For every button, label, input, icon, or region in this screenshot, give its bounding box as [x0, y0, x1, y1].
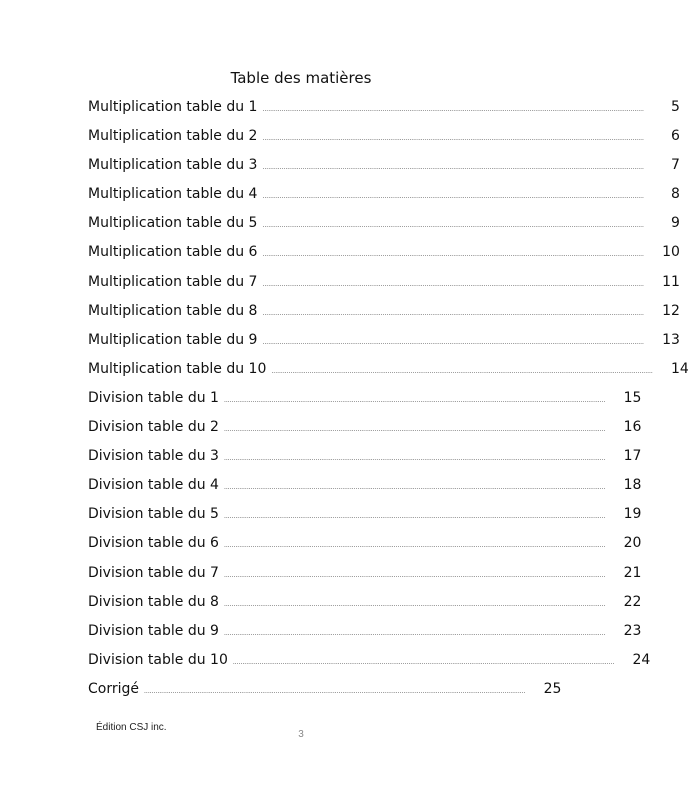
- toc-entry-label: Multiplication table du 3: [88, 157, 258, 174]
- toc-entry: [88, 242, 680, 271]
- footer-publisher: Édition CSJ inc.: [96, 722, 167, 733]
- toc-entry-label: Division table du 10: [88, 651, 228, 668]
- toc-entry-label: Multiplication table du 7: [88, 273, 258, 290]
- toc-entry-label: Multiplication table du 10: [88, 360, 267, 377]
- toc-entry-label: Division table du 4: [88, 477, 219, 494]
- toc-dot-leader: ........................................................................................................................................................................................................: [144, 687, 526, 695]
- toc-entry-page: 8: [671, 186, 680, 203]
- toc-entry-page: 17: [623, 448, 642, 465]
- toc-entry: [88, 563, 642, 592]
- toc-dot-leader: ........................................................................................................................................................................................................: [262, 338, 644, 346]
- toc-entry-page: 21: [623, 564, 642, 581]
- toc-entry: [88, 155, 680, 184]
- toc-entry: [88, 301, 680, 330]
- toc-entry-page: 25: [543, 680, 562, 697]
- toc-entry: [88, 184, 680, 213]
- toc-dot-leader: ........................................................................................................................................................................................................: [262, 193, 644, 201]
- toc-entry-label: Multiplication table du 4: [88, 186, 258, 203]
- toc-dot-leader: ........................................................................................................................................................................................................: [223, 455, 606, 463]
- toc-dot-leader: ........................................................................................................................................................................................................: [223, 571, 606, 579]
- toc-dot-leader: ........................................................................................................................................................................................................: [223, 542, 606, 550]
- toc-dot-leader: ........................................................................................................................................................................................................: [262, 222, 644, 230]
- toc-entry-label: Division table du 7: [88, 564, 219, 581]
- toc-entry: [88, 126, 680, 155]
- toc-entry-page: 22: [623, 593, 642, 610]
- toc-dot-leader: ........................................................................................................................................................................................................: [262, 164, 644, 172]
- toc-entry-page: 23: [623, 622, 642, 639]
- toc-entry-label: Division table du 2: [88, 419, 219, 436]
- toc-entry: [88, 504, 642, 533]
- toc-entry: [88, 330, 680, 359]
- toc-entry-page: 10: [662, 244, 680, 261]
- toc-entry-page: 19: [623, 506, 642, 523]
- toc-entry-page: 5: [671, 99, 680, 115]
- toc-entry: [88, 272, 680, 301]
- toc-entry-page: 13: [662, 331, 680, 348]
- toc-entry-label: Division table du 3: [88, 448, 219, 465]
- toc-entry-label: Multiplication table du 5: [88, 215, 258, 232]
- toc-entry-page: 14: [671, 360, 689, 377]
- toc-entry: [88, 213, 680, 242]
- toc-entry-page: 15: [623, 389, 642, 406]
- toc-entry-page: 9: [671, 215, 680, 232]
- toc-entry-page: 24: [632, 651, 651, 668]
- toc-entry: [88, 97, 680, 126]
- toc-dot-leader: ........................................................................................................................................................................................................: [271, 367, 653, 375]
- toc-dot-leader: ........................................................................................................................................................................................................: [223, 513, 606, 521]
- toc-entry: [88, 359, 689, 388]
- toc-entry-label: Division table du 5: [88, 506, 219, 523]
- toc-entry-label: Multiplication table du 9: [88, 331, 258, 348]
- toc-entry-page: 16: [623, 419, 642, 436]
- toc-entry-label: Corrigé: [88, 680, 139, 697]
- toc-dot-leader: ........................................................................................................................................................................................................: [262, 106, 644, 113]
- toc-dot-leader: ........................................................................................................................................................................................................: [262, 135, 644, 143]
- toc-entry-page: 7: [671, 157, 680, 174]
- toc-entry-label: Division table du 8: [88, 593, 219, 610]
- toc-entry-label: Division table du 1: [88, 389, 219, 406]
- toc-list: [88, 97, 689, 708]
- toc-entry-label: Division table du 6: [88, 535, 219, 552]
- toc-entry: [88, 475, 642, 504]
- toc-entry-label: Division table du 9: [88, 622, 219, 639]
- toc-dot-leader: ........................................................................................................................................................................................................: [262, 280, 644, 288]
- toc-entry-page: 6: [671, 128, 680, 145]
- toc-dot-leader: ........................................................................................................................................................................................................: [223, 600, 606, 608]
- toc-dot-leader: ........................................................................................................................................................................................................: [262, 251, 644, 259]
- toc-entry-label: Multiplication table du 8: [88, 302, 258, 319]
- toc-dot-leader: ........................................................................................................................................................................................................: [223, 484, 606, 492]
- footer-page-number: 3: [298, 729, 304, 740]
- toc-dot-leader: ........................................................................................................................................................................................................: [223, 396, 606, 404]
- toc-entry: [88, 592, 642, 621]
- toc-entry: [88, 621, 642, 650]
- toc-dot-leader: ........................................................................................................................................................................................................: [223, 629, 606, 637]
- toc-entry-page: 18: [623, 477, 642, 494]
- toc-entry: [88, 417, 642, 446]
- toc-entry-label: Multiplication table du 2: [88, 128, 258, 145]
- toc-title: Table des matières: [230, 69, 372, 87]
- toc-entry-label: Multiplication table du 1: [88, 99, 258, 115]
- toc-entry: [88, 650, 651, 679]
- toc-entry-page: 11: [662, 273, 680, 290]
- toc-entry: [88, 388, 642, 417]
- toc-entry-page: 20: [623, 535, 642, 552]
- toc-dot-leader: ........................................................................................................................................................................................................: [262, 309, 644, 317]
- toc-entry-page: 12: [662, 302, 680, 319]
- toc-entry-label: Multiplication table du 6: [88, 244, 258, 261]
- toc-entry: [88, 533, 642, 562]
- toc-entry: [88, 446, 642, 475]
- toc-entry: [88, 679, 562, 708]
- toc-dot-leader: ........................................................................................................................................................................................................: [223, 426, 606, 434]
- toc-dot-leader: ........................................................................................................................................................................................................: [232, 658, 615, 666]
